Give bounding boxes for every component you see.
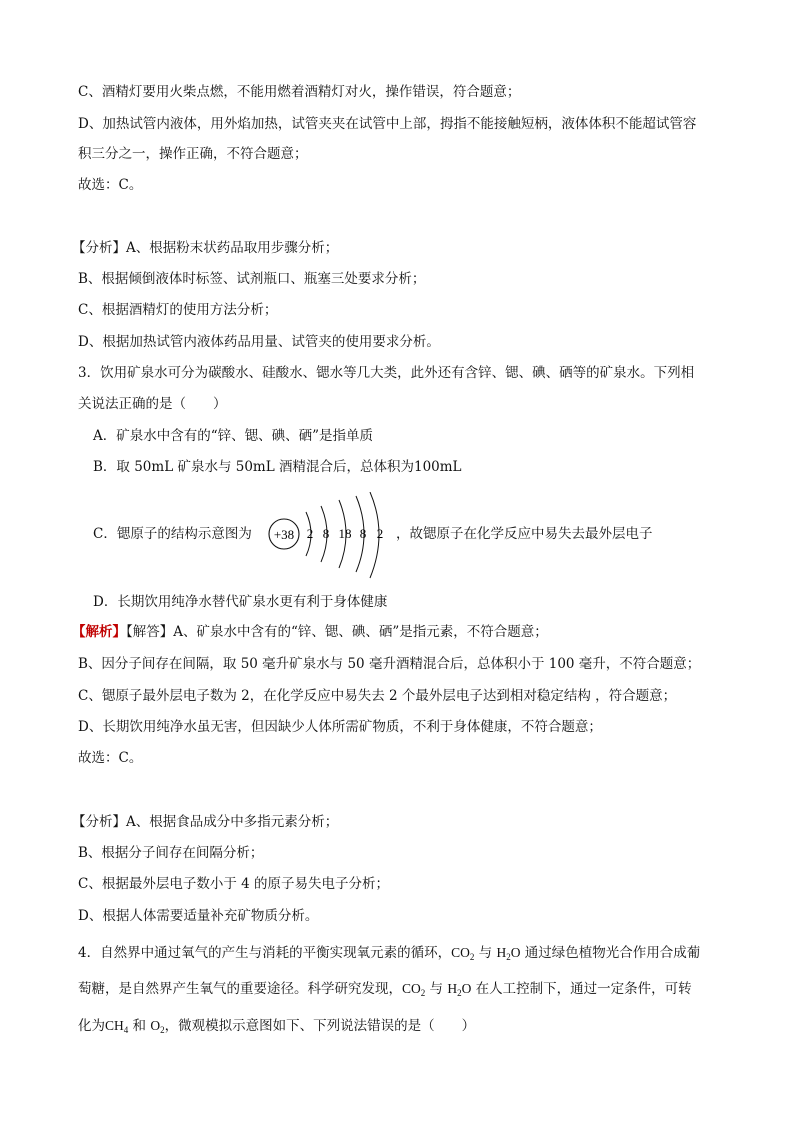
shell-count-2: 8	[322, 526, 330, 541]
text-span: 化为	[78, 1018, 105, 1034]
option-b: B．取 50mL 矿泉水与 50mL 酒精混合后，总体积为100mL	[93, 459, 462, 475]
nucleus-charge: +38	[273, 527, 295, 542]
answer-tag: 【解答】	[126, 624, 174, 640]
text-line: D、加热试管内液体，用外焰加热，试管夹夹在试管中上部，拇指不能接触短柄，液体体积不能超试管容	[78, 116, 697, 132]
atomic-structure-diagram	[264, 492, 396, 582]
text-span: ，微观模拟示意图如下、下列说法错误的是（ ）	[164, 1018, 476, 1034]
text-span: 和	[128, 1018, 151, 1034]
text-span: 萄糖，是自然界产生氧气的重要途径。科学研究发现，	[78, 981, 402, 997]
shell-count-4: 8	[359, 526, 367, 541]
question-stem: 关说法正确的是（ ）	[78, 396, 227, 412]
formula-co2: $CO_2$	[402, 981, 426, 998]
text-span: 4．自然界中通过氧气的产生与消耗的平衡实现氧元素的循环，	[78, 945, 452, 961]
formula-ch4: $CH_4$	[105, 1018, 129, 1035]
option-c-prefix: C．锶原子的结构示意图为	[93, 526, 252, 542]
analysis-text: A、根据粉末状药品取用步骤分析；	[126, 240, 339, 256]
text-span: 在人工控制下，通过一定条件，可转	[471, 981, 692, 997]
option-c-suffix: ，故锶原子在化学反应中易失去最外层电子	[396, 526, 653, 542]
option-a: A．矿泉水中含有的“锌、锶、碘、硒”是指单质	[93, 428, 374, 444]
analysis-text: A、根据食品成分中多指元素分析；	[126, 814, 339, 830]
text-line: 积三分之一，操作正确，不符合题意；	[78, 146, 308, 162]
text-line: C、酒精灯要用火柴点燃，不能用燃着酒精灯对火，操作错误，符合题意；	[78, 84, 521, 100]
shell-count-1: 2	[306, 526, 314, 541]
text-line: D、根据人体需要适量补充矿物质分析。	[78, 908, 319, 924]
text-span: 与	[425, 981, 448, 997]
formula-co2: $CO_2$	[451, 945, 475, 962]
text-line: C、锶原子最外层电子数为 2，在化学反应中易失去 2 个最外层电子达到相对稳定结构 ，符合题意；	[78, 688, 677, 704]
text-line: B、因分子间存在间隔，取 50 毫升矿泉水与 50 毫升酒精混合后，总体积小于 100 毫升，不符合题意；	[78, 656, 701, 672]
shell-count-5: 2	[376, 526, 384, 541]
question-stem: 3．饮用矿泉水可分为碳酸水、硅酸水、锶水等几大类，此外还有含锌、锶、碘、硒等的矿泉水。下列相	[78, 365, 695, 381]
text-span: 与	[474, 945, 497, 961]
answer-text: A、矿泉水中含有的“锌、锶、碘、硒”是指元素，不符合题意；	[173, 624, 548, 640]
text-line: D、根据加热试管内液体药品用量、试管夹的使用要求分析。	[78, 334, 440, 350]
shell-count-3: 18	[338, 526, 352, 541]
formula-o2: $O_2$	[150, 1018, 165, 1035]
analysis-line	[72, 812, 338, 832]
formula-h2o: $H_2O$	[496, 945, 521, 962]
option-d: D．长期饮用纯净水替代矿泉水更有利于身体健康	[93, 594, 388, 610]
answer-line	[72, 622, 548, 642]
text-line: 故选：C。	[78, 750, 143, 766]
question-4-line-1	[78, 943, 700, 967]
formula-h2o: $H_2O$	[447, 981, 472, 998]
text-line: C、根据最外层电子数小于 4 的原子易失电子分析；	[78, 876, 390, 892]
text-line: 故选：C。	[78, 177, 143, 193]
option-c	[93, 524, 252, 544]
analysis-red-tag: 【解析】	[72, 624, 126, 640]
analysis-tag: 【分析】	[72, 240, 126, 256]
analysis-tag: 【分析】	[72, 814, 126, 830]
text-line: C、根据酒精灯的使用方法分析；	[78, 302, 278, 318]
text-line: B、根据倾倒液体时标签、试剂瓶口、瓶塞三处要求分析；	[78, 271, 426, 287]
question-4-line-3	[78, 1016, 475, 1040]
text-span: 通过绿色植物光合作用合成葡	[520, 945, 701, 961]
question-4-line-2	[78, 979, 692, 1003]
text-line: B、根据分子间存在间隔分析；	[78, 845, 264, 861]
analysis-line	[72, 238, 338, 258]
text-line: D、长期饮用纯净水虽无害，但因缺少人体所需矿物质，不利于身体健康，不符合题意；	[78, 719, 602, 735]
